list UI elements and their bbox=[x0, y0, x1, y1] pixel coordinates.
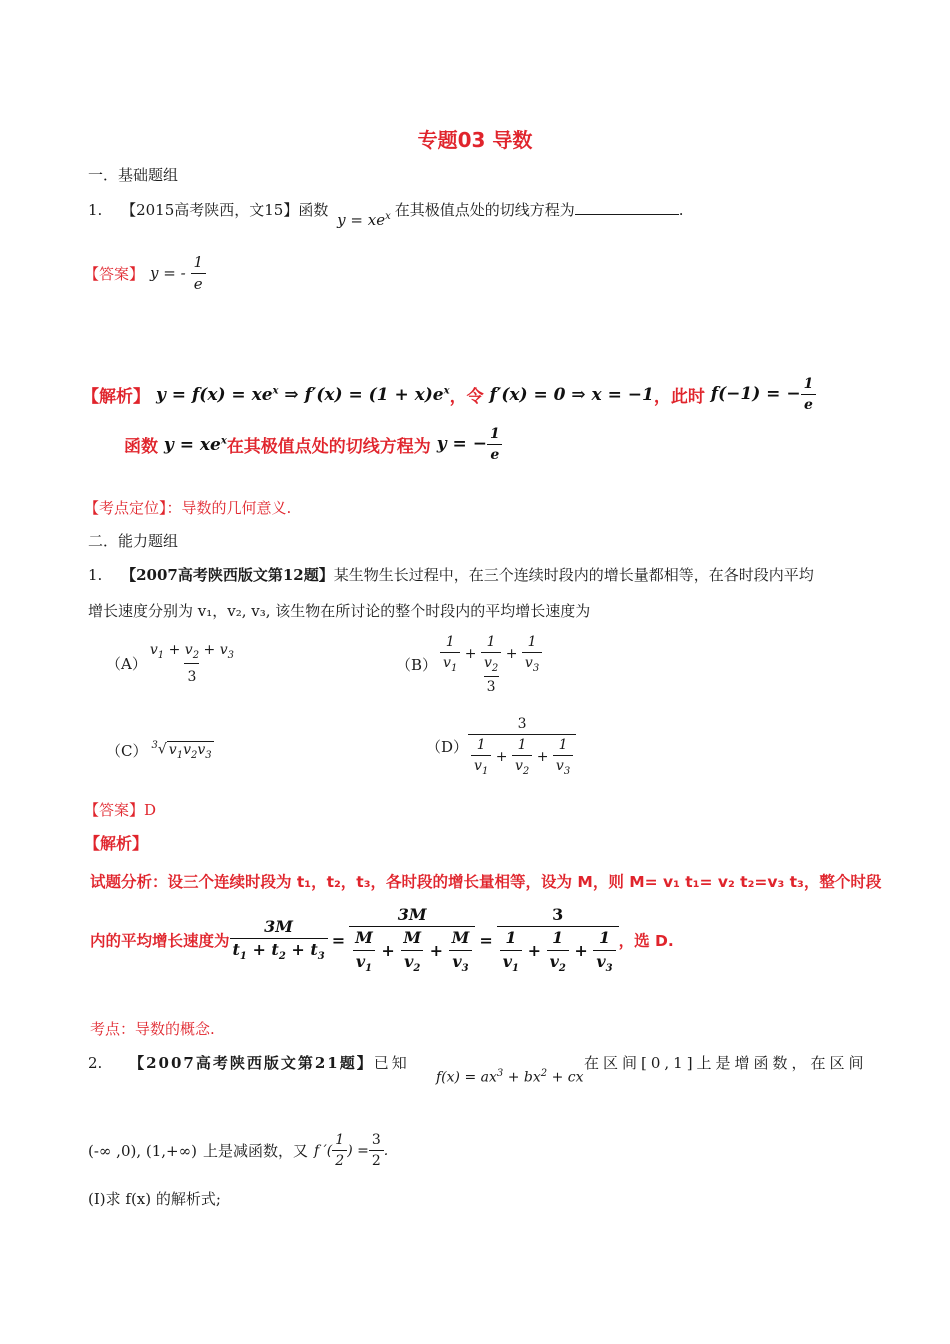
option-label: （A） bbox=[106, 655, 147, 674]
intervals: (-∞ ,0), (1,+∞) bbox=[88, 1141, 197, 1160]
period: . bbox=[678, 201, 684, 219]
option-label: （D） bbox=[426, 738, 469, 757]
question-1 bbox=[88, 199, 684, 229]
question-number: 1. bbox=[88, 201, 103, 219]
question-text: 已知 bbox=[373, 1054, 410, 1072]
answer-formula: y = - $\frac{1}{e}$ bbox=[150, 254, 206, 294]
question-text: 上是减函数，又 bbox=[202, 1142, 308, 1161]
point-label: 【考点定位】 bbox=[84, 499, 167, 517]
section-heading-ability: 二．能力题组 bbox=[88, 532, 179, 550]
analysis-row-1: 【解析】 $y = f(x) = xe^x$ ⇒ $f'(x) = (1 + x)e^x$ ，令 f′(x) = 0 ⇒ x = −1 ，此时 f(−1) = − $\frac{1}{e}$ bbox=[82, 376, 816, 413]
question-source: 【2007高考陕西版文第21题】 bbox=[129, 1054, 374, 1072]
question-text: 在区间[0,1]上是增函数，在区间 bbox=[584, 1054, 868, 1072]
analysis-formula-4: $y = xe^x$ bbox=[163, 434, 227, 455]
question-text: 在其极值点处的切线方程为 bbox=[394, 201, 575, 219]
analysis-formula-2: f′(x) = 0 ⇒ x = −1 bbox=[489, 384, 654, 405]
option-a: （A） $\frac{v_1 + v_2 + v_3}{3}$ bbox=[106, 642, 234, 686]
analysis-formula-3: f(−1) = − $\frac{1}{e}$ bbox=[711, 376, 817, 413]
analysis-label: 【解析】 bbox=[82, 387, 150, 408]
section-heading-basic: 一．基础题组 bbox=[88, 166, 179, 184]
option-label: （C） bbox=[106, 742, 148, 760]
analysis-text: ，选 D. bbox=[618, 932, 674, 951]
formula-fprime: f ′( $\frac{1}{2}$ ) = $\frac{3}{2}$ . bbox=[313, 1132, 389, 1170]
question-2-line2: 增长速度分别为 v₁，v₂, v₃, 该生物在所讨论的整个时段内的平均增长速度为 bbox=[88, 602, 591, 620]
answer-label: 【答案】 bbox=[84, 265, 145, 284]
formula-y-xex: $y = xe^x$ bbox=[337, 211, 391, 229]
point-row-2: 考点：导数的概念. bbox=[90, 1020, 215, 1038]
analysis-formula-1: $y = f(x) = xe^x$ ⇒ $f'(x) = (1 + x)e^x$ bbox=[156, 384, 450, 405]
option-label: （B） bbox=[396, 656, 438, 675]
question-2-line1 bbox=[88, 564, 814, 585]
question-text: 函数 bbox=[298, 201, 329, 219]
question-number: 1. bbox=[88, 566, 103, 584]
option-d: （D） 3 $\frac{1}{v_1}$ + $\frac{1}{v_2}$ + $\frac{1}{v_3}$ bbox=[426, 716, 576, 777]
option-b: （B） $\frac{1}{v_1}$ + $\frac{1}{v_2}$ + $\frac{1}{v_3}$ 3 bbox=[396, 634, 545, 695]
analysis-fraction-formula: $\frac{3M}{t_1 + t_2 + t_3}$ = 3M $\frac{M}{v_1}$ + $\frac{M}{v_2}$ + $\frac{M}{v_3}$ = 3 $\frac{1}{v_1}$ + $\frac{1}{v_2}$ + $\frac{1}{v_3}$ bbox=[230, 906, 619, 974]
answer-row-2 bbox=[84, 799, 156, 820]
point-row-1 bbox=[84, 497, 291, 518]
question-3-line2 bbox=[88, 1132, 388, 1169]
question-3-part1: (Ⅰ)求 f(x) 的解析式; bbox=[88, 1190, 221, 1208]
analysis-line-2 bbox=[90, 906, 674, 974]
point-text: ：导数的几何意义. bbox=[166, 499, 292, 517]
question-source: 【2015高考陕西，文15】 bbox=[121, 201, 299, 219]
analysis-label: 【解析】 bbox=[84, 834, 149, 853]
analysis-formula-5: y = − $\frac{1}{e}$ bbox=[437, 426, 503, 463]
answer-value: D bbox=[144, 801, 157, 819]
analysis-line-1: 试题分析：设三个连续时段为 t₁，t₂，t₃，各时段的增长量相等，设为 M，则 M= v₁ t₁= v₂ t₂=v₃ t₃，整个时段 bbox=[90, 873, 882, 891]
question-text: 某生物生长过程中，在三个连续时段内的增长量都相等，在各时段内平均 bbox=[333, 566, 814, 584]
option-c: （C） $^3$√ $v_1v_2v_3$ bbox=[106, 740, 212, 761]
answer-blank bbox=[575, 200, 679, 215]
page-title: 专题03 导数 bbox=[417, 128, 533, 152]
question-source: 【2007高考陕西版文第12题】 bbox=[121, 566, 334, 584]
answer-label: 【答案】 bbox=[84, 801, 145, 819]
analysis-text: 内的平均增长速度为 bbox=[90, 932, 230, 951]
formula-f: $f(x) = ax^3 + bx^2$ + cx bbox=[436, 1068, 584, 1086]
answer-row-1 bbox=[84, 254, 206, 294]
analysis-row-2: 函数 $y = xe^x$ 在其极值点处的切线方程为 y = − $\frac{1}{e}$ bbox=[124, 426, 503, 463]
question-3-line1 bbox=[88, 1052, 410, 1073]
question-number: 2. bbox=[88, 1054, 103, 1072]
